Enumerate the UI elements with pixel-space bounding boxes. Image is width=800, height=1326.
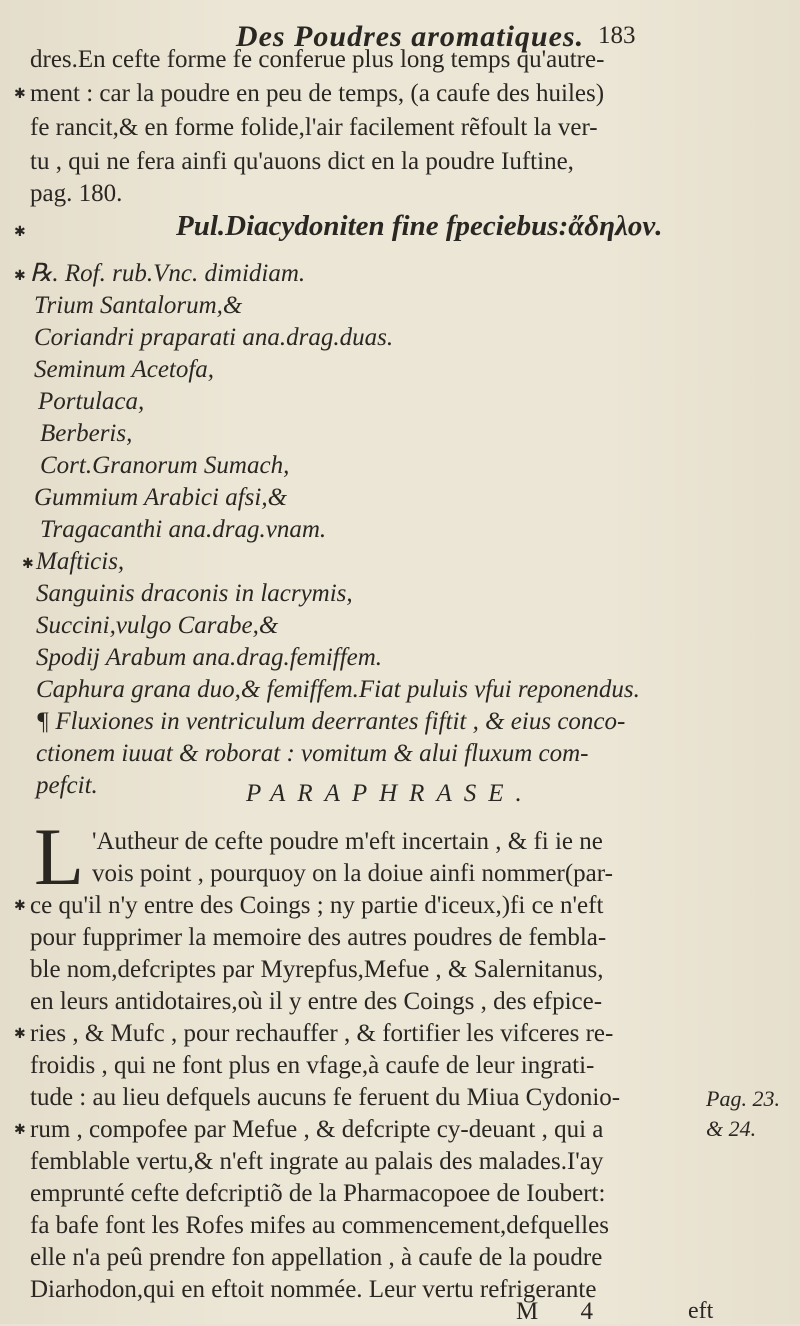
body-line: elle n'a peû prendre fon appellation , à caufe de la poudre — [30, 1244, 603, 1271]
recipe-line: Berberis, — [40, 420, 133, 447]
recipe-line: Spodij Arabum ana.drag.femiffem. — [36, 644, 383, 671]
body-line: ries , & Mufc , pour rechauffer , & fortifier les vifceres re- — [30, 1020, 614, 1047]
text-line: fe rancit,& en forme folide,l'air facilement rẽfoult la ver- — [30, 114, 598, 141]
recipe-line: Mafticis, — [36, 548, 125, 575]
margin-reference: & 24. — [706, 1116, 757, 1141]
recipe-line: ctionem iuuat & roborat : vomitum & alui fluxum com- — [36, 740, 589, 767]
body-line: froidis , qui ne font plus en vfage,à caufe de leur ingrati- — [30, 1052, 595, 1079]
body-line: femblable vertu,& n'eft ingrate au palais des malades.I'ay — [30, 1148, 604, 1175]
body-line: 'Autheur de cefte poudre m'eft incertain , & fi ie ne — [92, 828, 603, 855]
page-number: 183 — [598, 22, 636, 49]
drop-capital: L — [34, 811, 85, 902]
running-header: Des Poudres aromatiques. — [235, 20, 585, 53]
recipe-line: ¶ Fluxiones in ventriculum deerrantes fiftit , & eius conco- — [36, 708, 626, 735]
body-line: vois point , pourquoy on la doiue ainfi nommer(par- — [92, 860, 613, 887]
body-line: pour fupprimer la memoire des autres poudres de fembla- — [30, 924, 607, 951]
recipe-line: Sanguinis draconis in lacrymis, — [36, 580, 353, 607]
body-line: ce qu'il n'y entre des Coings ; ny partie d'iceux,)fi ce n'eft — [30, 892, 604, 919]
body-line: Diarhodon,qui en eftoit nommée. Leur vertu refrigerante — [30, 1276, 597, 1303]
text-line: dres.En cefte forme fe conferue plus long temps qu'autre- — [30, 46, 605, 73]
margin-reference: Pag. 23. — [706, 1086, 780, 1111]
body-line: emprunté cefte defcriptiõ de la Pharmacopoee de Ioubert: — [30, 1180, 606, 1207]
recipe-line: Succini,vulgo Carabe,& — [36, 612, 279, 639]
margin-asterisk-icon: ✱ — [14, 898, 26, 914]
margin-asterisk-icon: ✱ — [14, 86, 26, 102]
signature-mark: M 4 — [516, 1298, 611, 1325]
margin-asterisk-icon: ✱ — [14, 268, 26, 284]
recipe-line: Caphura grana duo,& femiffem.Fiat puluis vfui reponendus. — [36, 676, 640, 703]
recipe-line: Coriandri praparati ana.drag.duas. — [34, 324, 394, 351]
recipe-line: Portulaca, — [38, 388, 145, 415]
body-line: ble nom,defcriptes par Myrepfus,Mefue , & Salernitanus, — [30, 956, 604, 983]
body-line: en leurs antidotaires,où il y entre des Coings , des efpice- — [30, 988, 603, 1015]
margin-asterisk-icon: ✱ — [14, 1026, 26, 1042]
recipe-line: ℞. Rof. rub.Vnc. dimidiam. — [30, 260, 306, 287]
recipe-line: pefcit. — [36, 772, 98, 799]
recipe-line: Cort.Granorum Sumach, — [40, 452, 290, 479]
recipe-line: Seminum Acetofa, — [34, 356, 215, 383]
text-line: ment : car la poudre en peu de temps, (a caufe des huiles) — [30, 80, 605, 107]
text-line: tu , qui ne fera ainfi qu'auons dict en la poudre Iuftine, — [30, 148, 574, 175]
body-line: fa bafe font les Rofes mifes au commencement,defquelles — [30, 1212, 609, 1239]
margin-asterisk-icon: ✱ — [14, 1122, 26, 1138]
section-heading: PARAPHRASE. — [246, 780, 534, 807]
body-line: tude : au lieu defquels aucuns fe feruent du Miua Cydonio- — [30, 1084, 621, 1111]
recipe-title: Pul.Diacydoniten fine fpeciebus:ἄδηλον. — [176, 210, 663, 242]
text-line: pag. 180. — [30, 180, 123, 207]
margin-asterisk-icon: ✱ — [14, 224, 26, 240]
catchword: eft — [688, 1298, 714, 1324]
recipe-line: Gummium Arabici afsi,& — [34, 484, 288, 511]
recipe-line: Trium Santalorum,& — [34, 292, 243, 319]
recipe-line: Tragacanthi ana.drag.vnam. — [40, 516, 327, 543]
body-line: rum , compofee par Mefue , & defcripte cy-deuant , qui a — [30, 1116, 604, 1143]
margin-asterisk-icon: ✱ — [22, 556, 34, 572]
